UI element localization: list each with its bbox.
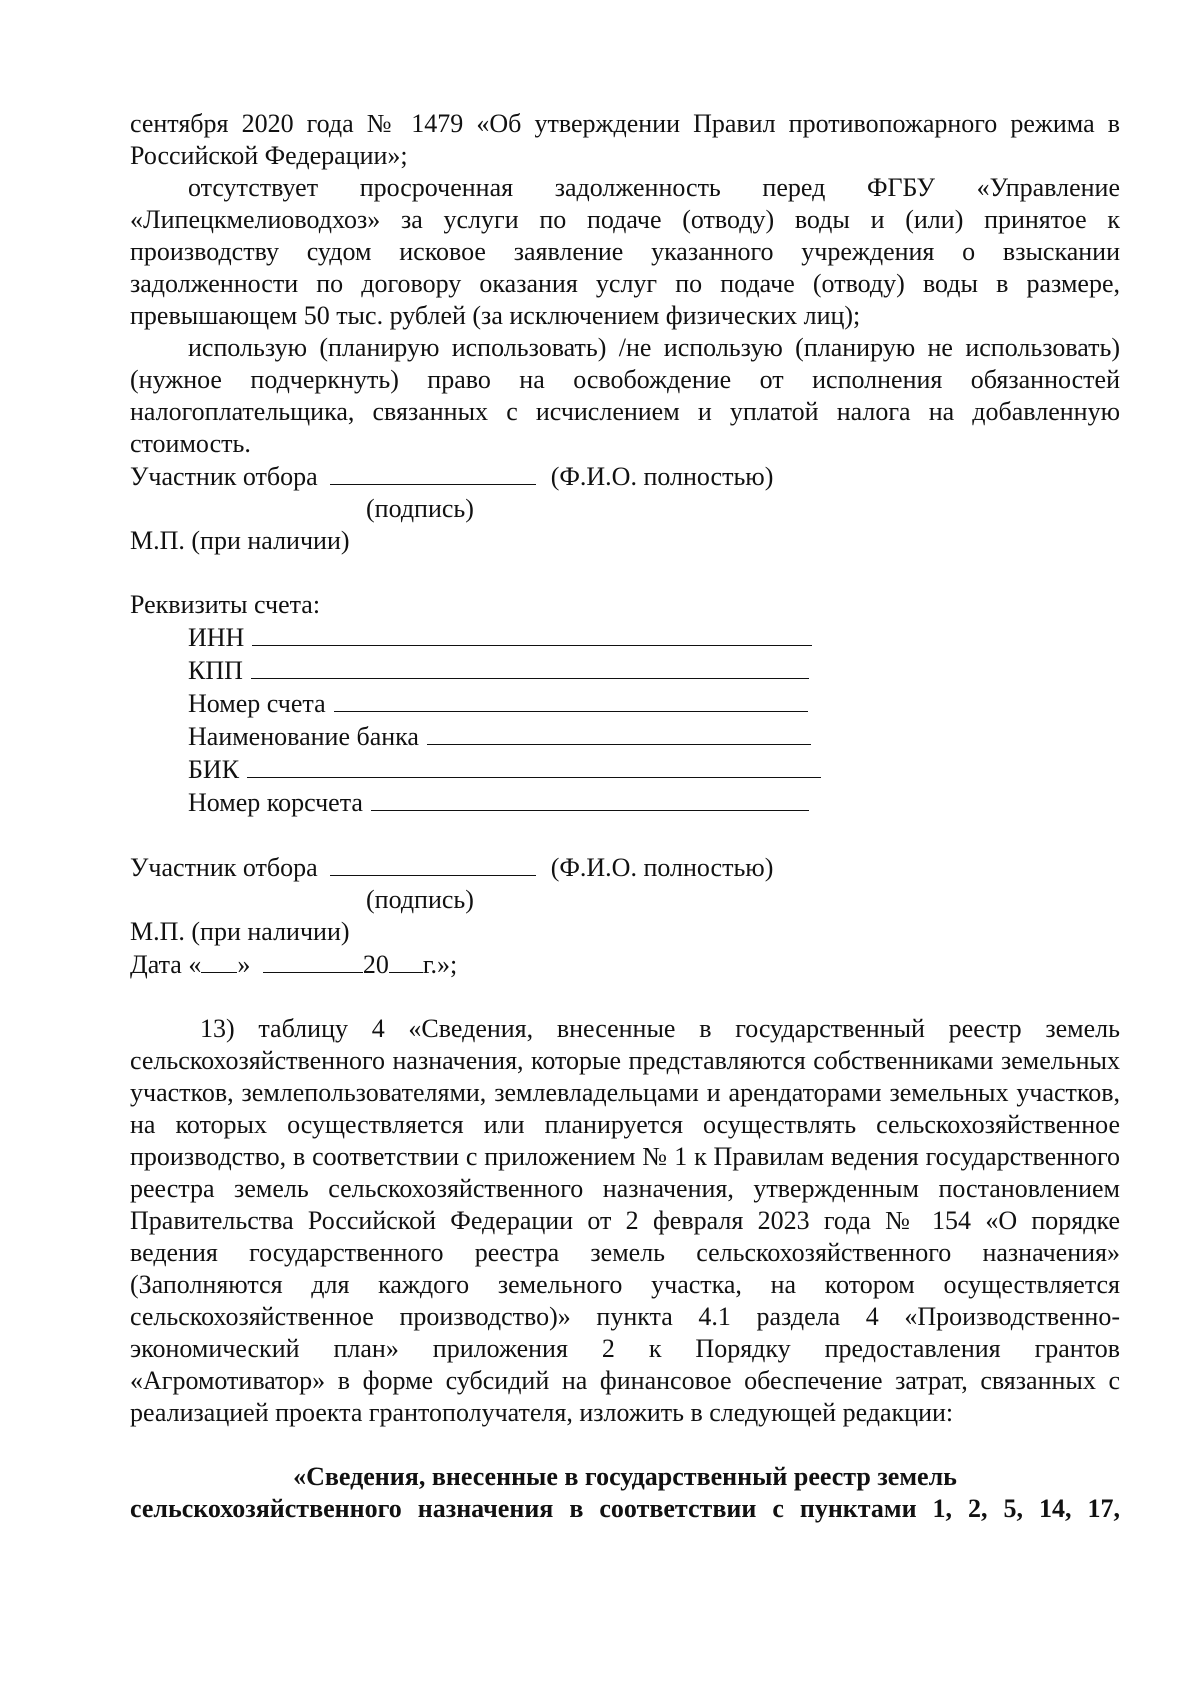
participant-label: Участник отбора: [130, 853, 318, 882]
day-blank: [201, 948, 237, 973]
paragraph-vat: использую (планирую использовать) /не использую (планирую не использовать) (нужное подчеркнуть) право на освобождение от исполнения обязанностей налогоплательщика, связанных с исчислением и уплатой налога на добавленную стоимость.: [130, 333, 1120, 458]
field-corr-account: [188, 786, 1120, 819]
signature-line: [130, 460, 1120, 493]
year-blank: [389, 948, 423, 973]
date-year: 20: [362, 950, 389, 979]
paragraph-fire-regime: сентября 2020 года № 1479 «Об утверждении Правил противопожарного режима в Российской Федерации»;: [130, 109, 1120, 170]
document-page: [130, 108, 1120, 1525]
field-blank: [251, 654, 809, 679]
signature-caption: (подпись): [366, 494, 474, 523]
month-blank: [263, 948, 363, 973]
field-label: КПП: [188, 656, 243, 685]
field-bik: [188, 753, 1120, 786]
name-hint: (Ф.И.О. полностью): [550, 853, 774, 882]
field-label: ИНН: [188, 623, 245, 652]
date-line: [130, 948, 1120, 981]
field-inn: [188, 621, 1120, 654]
paragraph-debt: отсутствует просроченная задолженность перед ФГБУ «Управление «Липецкмелиоводхоз» за услуги по подаче (отводу) воды и (или) принятое к производству судом исковое заявление указанного учреждения о взыскании задолженности по договору оказания услуг по подаче (отводу) воды в размере, превышающем 50 тыс. рублей (за исключением физических лиц);: [130, 173, 1120, 330]
field-account-number: [188, 687, 1120, 720]
requisites-title: Реквизиты счета:: [130, 590, 321, 619]
section-heading-line-1: «Сведения, внесенные в государственный реестр земель: [293, 1462, 957, 1491]
signature-blank: [330, 851, 536, 876]
signature-caption: (подпись): [366, 885, 474, 914]
signature-block-2: [130, 851, 1120, 981]
seal-note: М.П. (при наличии): [130, 917, 350, 946]
signature-line: [130, 851, 1120, 884]
participant-label: Участник отбора: [130, 462, 318, 491]
date-mid: »: [237, 950, 251, 979]
signature-block-1: [130, 460, 1120, 557]
field-bank-name: [188, 720, 1120, 753]
field-label: БИК: [188, 755, 240, 784]
field-blank: [334, 687, 808, 712]
requisites-block: [130, 589, 1120, 819]
field-blank: [252, 621, 812, 646]
spacer: [130, 819, 1120, 851]
field-label: Наименование банка: [188, 722, 419, 751]
field-label: Номер корсчета: [188, 788, 363, 817]
spacer: [130, 981, 1120, 1013]
paragraph-item-13: 13) таблицу 4 «Сведения, внесенные в государственный реестр земель сельскохозяйственного назначения, которые представляются собственниками земельных участков, землепользователями, землевладельцами и арендаторами земельных участков, на которых осуществляется или планируется осуществлять сельскохозяйственное производство, в соответствии с приложением № 1 к Правилам ведения государственного реестра земель сельскохозяйственного назначения, утвержденным постановлением Правительства Российской Федерации от 2 февраля 2023 года № 154 «О порядке ведения государственного реестра земель сельскохозяйственного назначения» (Заполняются для каждого земельного участка, на котором осуществляется сельскохозяйственное производство)» пункта 4.1 раздела 4 «Производственно-экономический план» приложения 2 к Порядку предоставления грантов «Агромотиватор» в форме субсидий на финансовое обеспечение затрат, связанных с реализацией проекта грантополучателя, изложить в следующей редакции:: [130, 1014, 1120, 1427]
date-suffix: г.»;: [422, 950, 458, 979]
signature-blank: [330, 460, 536, 485]
field-blank: [371, 786, 809, 811]
field-kpp: [188, 654, 1120, 687]
field-blank: [427, 720, 811, 745]
section-heading-line-2: сельскохозяйственного назначения в соответствии с пунктами 1, 2, 5, 14, 17,: [130, 1494, 1120, 1523]
spacer: [130, 557, 1120, 589]
field-blank: [247, 753, 821, 778]
date-prefix: Дата «: [130, 950, 202, 979]
spacer: [130, 1429, 1120, 1461]
name-hint: (Ф.И.О. полностью): [550, 462, 774, 491]
field-label: Номер счета: [188, 689, 326, 718]
seal-note: М.П. (при наличии): [130, 526, 350, 555]
